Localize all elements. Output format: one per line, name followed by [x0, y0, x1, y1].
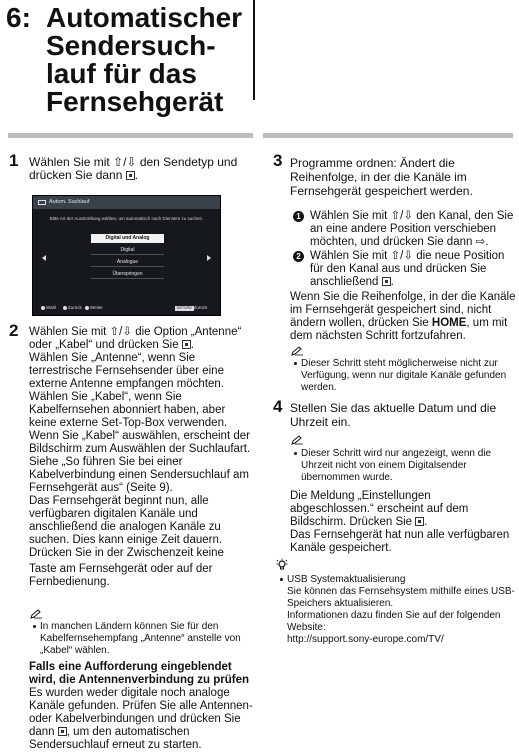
- tv-prompt: Bitte Art der Ausstrahlung wählen, um automatisch nach Diensten zu suchen.: [49, 216, 204, 221]
- step-3-paragraph: Wenn Sie die Reihenfolge, in der die Kanäle im Fernsehgerät gespeichert sind, nicht ändern wollen, drücken Sie HOME, um mit dem nächsten Schritt fortzufahren.: [290, 291, 516, 342]
- arrow-right-icon: [207, 255, 211, 261]
- note-bullet: [294, 362, 297, 365]
- antenna-check-text: Es wurden weder digitale noch analoge Kanäle gefunden. Prüfen Sie alle Antennen- oder Kabelverbindungen und drücken Sie dann , um den automatischen Sendersuchlauf erneut zu starten.: [29, 687, 253, 751]
- tv-option-analogue[interactable]: Analogue: [91, 258, 164, 267]
- step-4-text: Stellen Sie das aktuelle Datum und die Uhrzeit ein.: [290, 401, 497, 429]
- enter-key-icon: [126, 171, 135, 180]
- note-pencil-icon: [291, 435, 304, 445]
- return-key: RETURN: [177, 306, 192, 310]
- tip-bullet: [280, 578, 283, 581]
- step-2-text: Wählen Sie mit ⇧/⇩ die Option „Antenne“ oder „Kabel“ und drücken Sie . Wählen Sie „Antenne“, wenn Sie terrestrische Fernsehsender über eine externe Antenne empfangen möchten. Wählen Sie „Kabel“, wenn Sie Kabelfernsehen abonniert haben, aber keine externe Set-Top-Box verwenden. Wenn Sie „Kabel“ auswählen, erscheint der Bildschirm zum Auswählen der Suchlaufart. Siehe „So führen Sie bei einer Kabelverbindung einen Sendersuchlauf am Fernsehgerät aus“ (Seite 9). Das Fernsehgerät beginnt nun, alle verfügbaren digitalen Kanäle und anschließend die analogen Kanäle zu suchen. Dies kann einige Zeit dauern. Drücken Sie in der Zwischenzeit keine Taste am Fernsehgerät oder auf der Fernbedienung.: [29, 326, 251, 588]
- usb-update-tip: USB Systemaktualisierung Sie können das Fernsehsystem mithilfe eines USB- Speichers aktualisieren. Informationen dazu finden Sie auf der folgenden Website: http://support.sony-europe.com/TV/: [287, 574, 515, 645]
- step-2-number: 2: [9, 321, 19, 340]
- step-4-number: 4: [273, 397, 283, 416]
- antenna-check-heading: Falls eine Aufforderung eingeblendet wird, die Antennenverbindung zu prüfen: [29, 661, 249, 686]
- back-dot-icon: [63, 306, 67, 310]
- step-3-number: 3: [273, 151, 283, 170]
- note-pencil-icon: [291, 346, 304, 356]
- note-pencil-icon: [30, 609, 43, 619]
- title-line: Sendersuch-: [46, 30, 216, 61]
- section-divider-left: [8, 133, 253, 138]
- title-line: Fernsehgerät: [46, 86, 224, 117]
- home-key-label: HOME: [431, 317, 467, 329]
- step-3-substep-2: Wählen Sie mit ⇧/⇩ die neue Position für den Kanal aus und drücken Sie anschließend .: [310, 250, 505, 288]
- step-1-text: Wählen Sie mit ⇧/⇩ den Sendetyp und drücken Sie dann .: [29, 155, 238, 182]
- step-2-note: In manchen Ländern können Sie für den Kabelfernsehempfang „Antenne“ anstelle von „Kabel“ wählen.: [40, 621, 241, 656]
- title-line: lauf für das: [46, 58, 197, 89]
- tv-screen: [32, 195, 221, 316]
- next-dot-icon: [85, 306, 89, 310]
- step-4-after-text: Die Meldung „Einstellungen abgeschlossen.“ erscheint auf dem Bildschirm. Drücken Sie . Das Fernsehgerät hat nun alle verfügbaren Kanäle gespeichert.: [290, 490, 510, 554]
- tv-option-digital-analog[interactable]: Digital und Analog: [91, 234, 164, 243]
- arrow-left-icon: [42, 255, 46, 261]
- step-3-substep-1: Wählen Sie mit ⇧/⇩ den Kanal, den Sie an eine andere Position verschieben möchten, und drücken Sie dann ⇨.: [310, 210, 514, 248]
- step-4-note: Dieser Schritt wird nur angezeigt, wenn die Uhrzeit nicht von einem Digitalsender übernommen wurde.: [301, 448, 492, 483]
- tv-setup-icon: [38, 200, 46, 205]
- step-3-note: Dieser Schritt steht möglicherweise nicht zur Verfügung, wenn nur digitale Kanäle gefunden werden.: [301, 358, 507, 393]
- note-bullet: [294, 452, 297, 455]
- section-divider-right: [263, 133, 513, 138]
- tv-footer: Wahl Zurück Weiter RETURN Zurück: [33, 303, 220, 312]
- substep-2-badge: 2: [293, 251, 304, 262]
- select-dot-icon: [41, 306, 45, 310]
- enter-key-icon: [58, 727, 67, 736]
- tip-lightbulb-icon: [276, 558, 288, 572]
- tv-option-digital[interactable]: Digital: [91, 246, 164, 255]
- enter-key-icon: [382, 277, 391, 286]
- support-link[interactable]: http://support.sony-europe.com/TV/: [287, 634, 444, 645]
- enter-key-icon: [182, 340, 191, 349]
- tv-header: Autom. Suchlauf: [33, 196, 220, 209]
- title-divider: [253, 0, 255, 100]
- substep-1-badge: 1: [293, 211, 304, 222]
- up-down-arrows-icon: ⇧/⇩: [113, 155, 137, 169]
- title-number: 6:: [6, 2, 31, 33]
- enter-key-icon: [415, 517, 424, 526]
- tv-option-skip[interactable]: Überspringen: [91, 270, 164, 279]
- step-1-number: 1: [9, 151, 19, 170]
- title-line: Automatischer: [46, 2, 243, 33]
- step-3-text: Programme ordnen: Ändert die Reihenfolge, in der die Kanäle im Fernsehgerät gespeichert werden.: [290, 156, 473, 198]
- note-bullet: [33, 625, 36, 628]
